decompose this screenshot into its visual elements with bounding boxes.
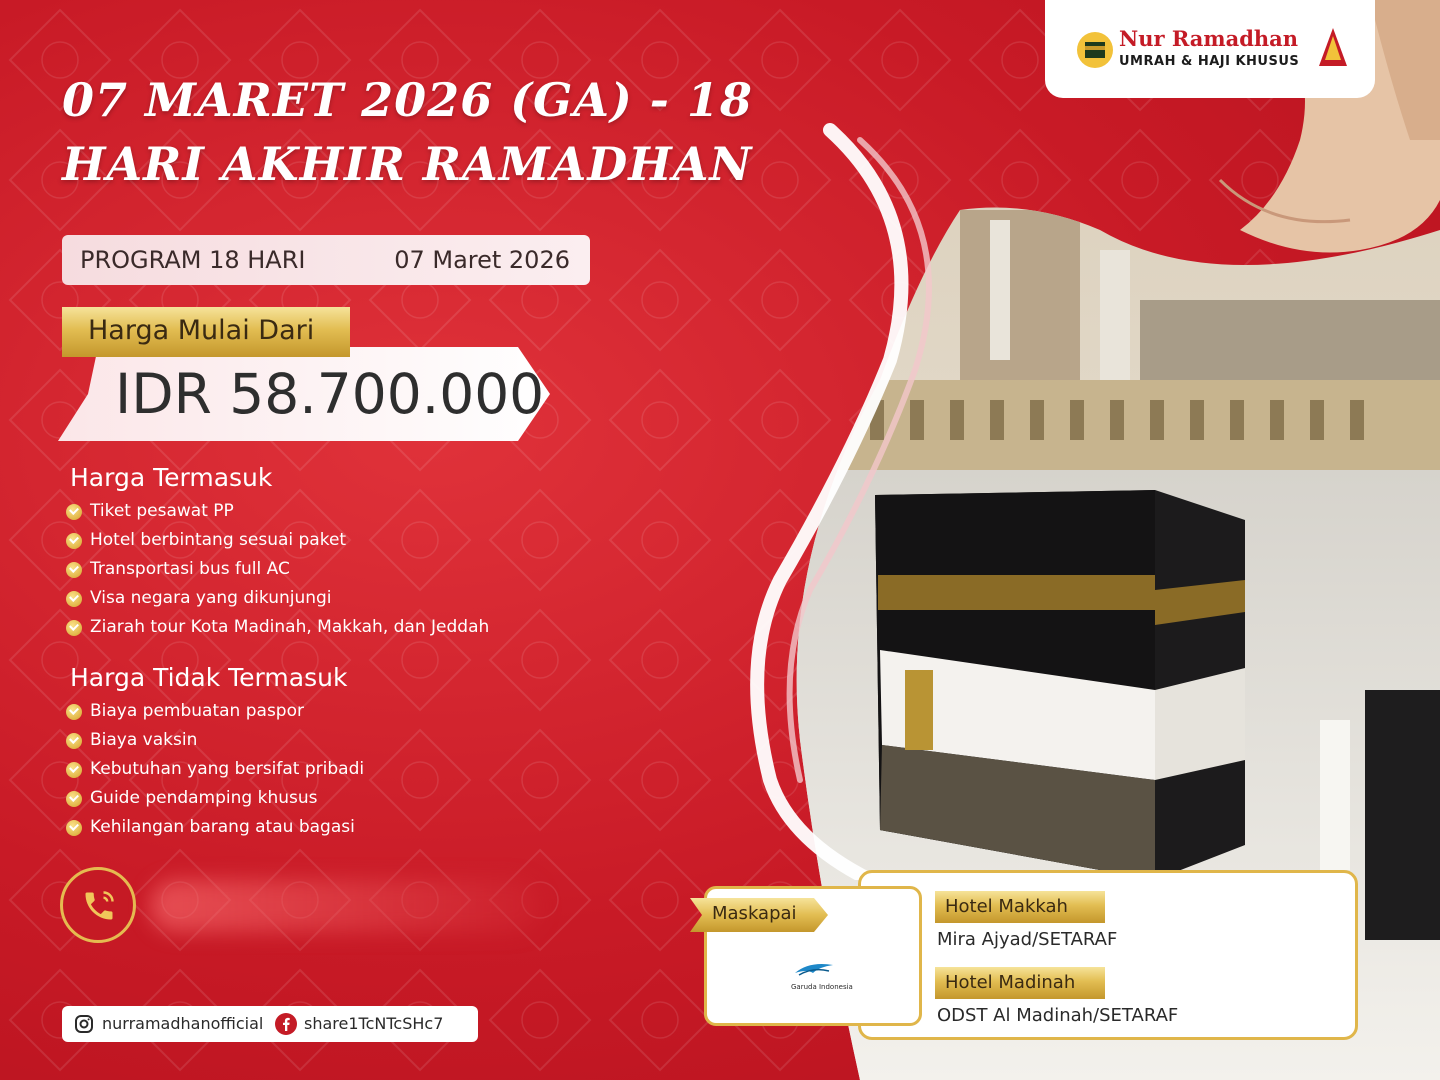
kaaba-logo-icon	[1075, 30, 1115, 70]
list-item: Kehilangan barang atau bagasi	[66, 813, 364, 842]
phone-button[interactable]	[60, 867, 136, 943]
program-box	[62, 235, 590, 285]
hotel-makkah-label: Hotel Makkah	[935, 891, 1105, 923]
brand-logo-box	[1045, 0, 1375, 98]
check-icon	[66, 533, 82, 549]
instagram-handle[interactable]: nurramadhanofficial	[102, 1014, 264, 1033]
logo-tagline: UMRAH & HAJI KHUSUS	[1119, 54, 1300, 69]
list-item: Guide pendamping khusus	[66, 784, 364, 813]
program-date: 07 Maret 2026	[394, 246, 570, 274]
check-icon	[66, 820, 82, 836]
included-list	[66, 497, 489, 642]
list-item: Hotel berbintang sesuai paket	[66, 526, 489, 555]
facebook-handle[interactable]: share1TcNTcSHc7	[304, 1014, 444, 1033]
included-title: Harga Termasuk	[70, 463, 273, 492]
check-icon	[66, 562, 82, 578]
program-label: PROGRAM 18 HARI	[80, 246, 306, 274]
check-icon	[66, 504, 82, 520]
list-item: Transportasi bus full AC	[66, 555, 489, 584]
price-tag-label: Harga Mulai Dari	[88, 315, 315, 346]
page-title	[62, 68, 862, 196]
title-line-1: 07 MARET 2026 (GA) - 18	[62, 73, 753, 127]
check-icon	[66, 791, 82, 807]
list-item: Biaya vaksin	[66, 726, 364, 755]
excluded-title: Harga Tidak Termasuk	[70, 663, 348, 692]
award-badge-icon	[1317, 26, 1349, 68]
list-item: Ziarah tour Kota Madinah, Makkah, dan Jeddah	[66, 613, 489, 642]
hotel-card	[858, 870, 1358, 1040]
check-icon	[66, 591, 82, 607]
hotel-madinah-label: Hotel Madinah	[935, 967, 1105, 999]
list-item: Tiket pesawat PP	[66, 497, 489, 526]
hotel-madinah-value: ODST Al Madinah/SETARAF	[937, 1005, 1179, 1026]
check-icon	[66, 733, 82, 749]
facebook-icon[interactable]	[274, 1012, 298, 1036]
price-tag	[62, 307, 350, 357]
hotel-makkah-value: Mira Ajyad/SETARAF	[937, 929, 1118, 950]
phone-number-redacted	[150, 880, 540, 932]
instagram-icon[interactable]	[74, 1014, 94, 1034]
decorative-swoosh	[700, 100, 960, 880]
check-icon	[66, 762, 82, 778]
list-item: Biaya pembuatan paspor	[66, 697, 364, 726]
excluded-list	[66, 697, 364, 842]
list-item: Kebutuhan yang bersifat pribadi	[66, 755, 364, 784]
list-item: Visa negara yang dikunjungi	[66, 584, 489, 613]
price-amount: IDR 58.700.000	[115, 362, 545, 426]
airline-label: Maskapai	[712, 903, 797, 924]
airline-name: Garuda Indonesia	[791, 983, 853, 991]
check-icon	[66, 704, 82, 720]
logo-name: Nur Ramadhan	[1119, 26, 1299, 51]
phone-icon	[81, 888, 117, 924]
title-line-2: HARI AKHIR RAMADHAN	[62, 137, 753, 191]
check-icon	[66, 620, 82, 636]
social-bar	[62, 1006, 478, 1042]
garuda-logo-icon	[789, 959, 841, 983]
